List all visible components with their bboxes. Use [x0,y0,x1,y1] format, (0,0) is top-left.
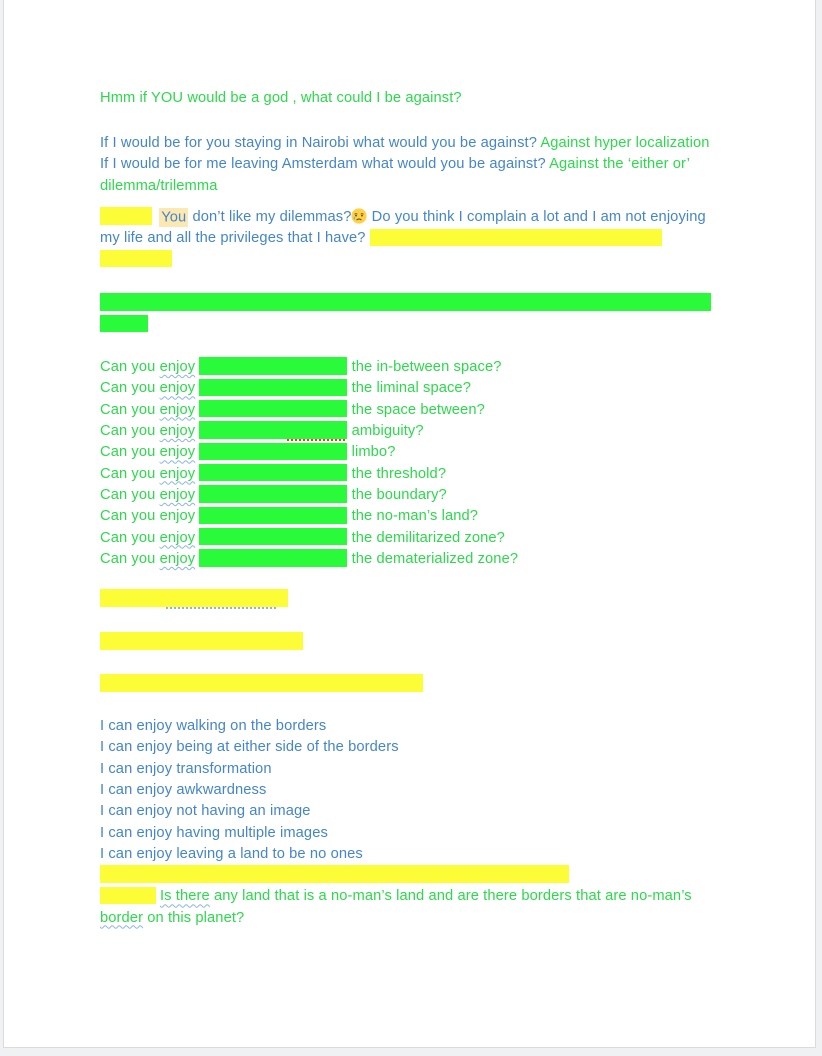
list-item [100,528,728,549]
redacted-text-green [199,421,347,439]
answer-2: Against the ‘either or’ dilemma/trilemma [100,156,690,194]
paragraph-can-you-enjoy [100,357,728,570]
prefix: Can you [100,529,156,546]
redacted-text-yellow [100,207,152,225]
item-text: the no-man’s land? [351,508,479,525]
prefix: Can you [100,444,156,461]
list-item [100,378,728,399]
redacted-text-green [199,507,347,525]
question-1: If I would be for you staying in Nairobi what would you be against? [100,135,537,151]
dilemma-text-b: Do you think I complain a lot and I am not enjoying my life and all the privileges that I have? [100,209,706,247]
item-text: the in-between space? [351,359,502,375]
list-item [100,357,728,378]
highlighted-word-you: You [161,209,187,225]
word-enjoy: enjoy [159,444,196,461]
prefix: Can you [100,380,156,397]
redacted-text-green [199,528,347,546]
document-page [3,0,816,1048]
redacted-text-yellow [100,250,172,268]
prefix: Can you [100,401,156,418]
redacted-text-green [199,357,347,375]
paragraph-intro [100,88,728,109]
word-enjoy: enjoy [159,359,196,375]
paragraph-yellow-redaction-2 [100,632,728,653]
list-item [100,421,728,442]
redacted-text-yellow [100,674,423,692]
spellcheck-blue-squiggle [166,607,278,609]
list-item [100,549,728,570]
paragraph-yellow-redaction-1 [100,589,728,610]
word-enjoy: enjoy [159,529,196,546]
prefix: Can you [100,486,156,503]
paragraph-green-redactions [100,293,728,336]
redacted-text-yellow [100,632,303,650]
redacted-text-yellow [100,589,288,607]
prefix: Can you [100,422,156,439]
redacted-text-green [199,400,347,418]
list-item: I can enjoy walking on the borders [100,718,327,734]
item-text: the threshold? [351,465,447,482]
redacted-text-green [100,315,148,333]
question-2: If I would be for me leaving Amsterdam what would you be against? [100,156,546,173]
prefix: Can you [100,465,156,482]
item-text: the boundary? [351,486,447,503]
prefix: Can you [100,359,156,375]
dilemma-text-a: don’t like my dilemmas? [188,209,352,225]
list-item [100,400,728,421]
item-text: the demilitarized zone? [351,529,505,546]
word-is-there: Is there [160,888,210,905]
paragraph-closing [100,865,728,929]
redacted-text-green [199,379,347,397]
item-text: the dematerialized zone? [351,550,519,567]
redacted-text-green [199,549,347,567]
list-item [100,506,728,527]
paragraph-dilemma [100,207,728,271]
item-text: the space between? [351,401,485,418]
word-enjoy: enjoy [159,508,196,525]
prefix: Can you [100,508,156,525]
paragraph-questions [100,133,728,197]
redacted-text-green [199,443,347,461]
item-text: ambiguity? [351,422,424,439]
word-enjoy: enjoy [159,422,196,439]
prefix: Can you [100,550,156,567]
list-item: I can enjoy having multiple images [100,824,328,841]
redacted-text-yellow [100,865,569,883]
word-enjoy: enjoy [159,401,196,418]
item-text: limbo? [351,444,396,461]
list-item: I can enjoy transformation [100,760,272,777]
qa-line-1 [100,133,728,154]
word-enjoy: enjoy [159,550,196,567]
redacted-text-yellow [100,887,156,905]
list-item [100,442,728,463]
closing-mid: any land that is a no-man’s land and are there borders that are no-man’s [209,888,692,905]
list-item [100,485,728,506]
word-border: border [100,909,144,926]
redacted-text-green [199,485,347,503]
intro-text: Hmm if YOU would be a god , what could I be against? [100,90,462,106]
answer-1: Against hyper localization [540,135,710,151]
list-item: I can enjoy being at either side of the borders [100,739,399,756]
item-text: the liminal space? [351,380,471,397]
paragraph-yellow-redaction-3 [100,674,728,695]
redacted-text-yellow [370,229,662,247]
redacted-text-green [100,293,711,311]
list-item: I can enjoy leaving a land to be no ones [100,845,363,862]
spellcheck-red-squiggle [287,439,345,441]
list-item [100,464,728,485]
qa-line-2 [100,154,728,197]
word-enjoy: enjoy [159,486,196,503]
redacted-text-green [199,464,347,482]
closing-end: on this planet? [143,909,245,926]
list-item: I can enjoy awkwardness [100,781,267,798]
crying-face-emoji [351,208,367,224]
list-item: I can enjoy not having an image [100,803,311,820]
word-enjoy: enjoy [159,465,196,482]
paragraph-i-can-enjoy [100,716,728,865]
word-enjoy: enjoy [159,380,196,397]
